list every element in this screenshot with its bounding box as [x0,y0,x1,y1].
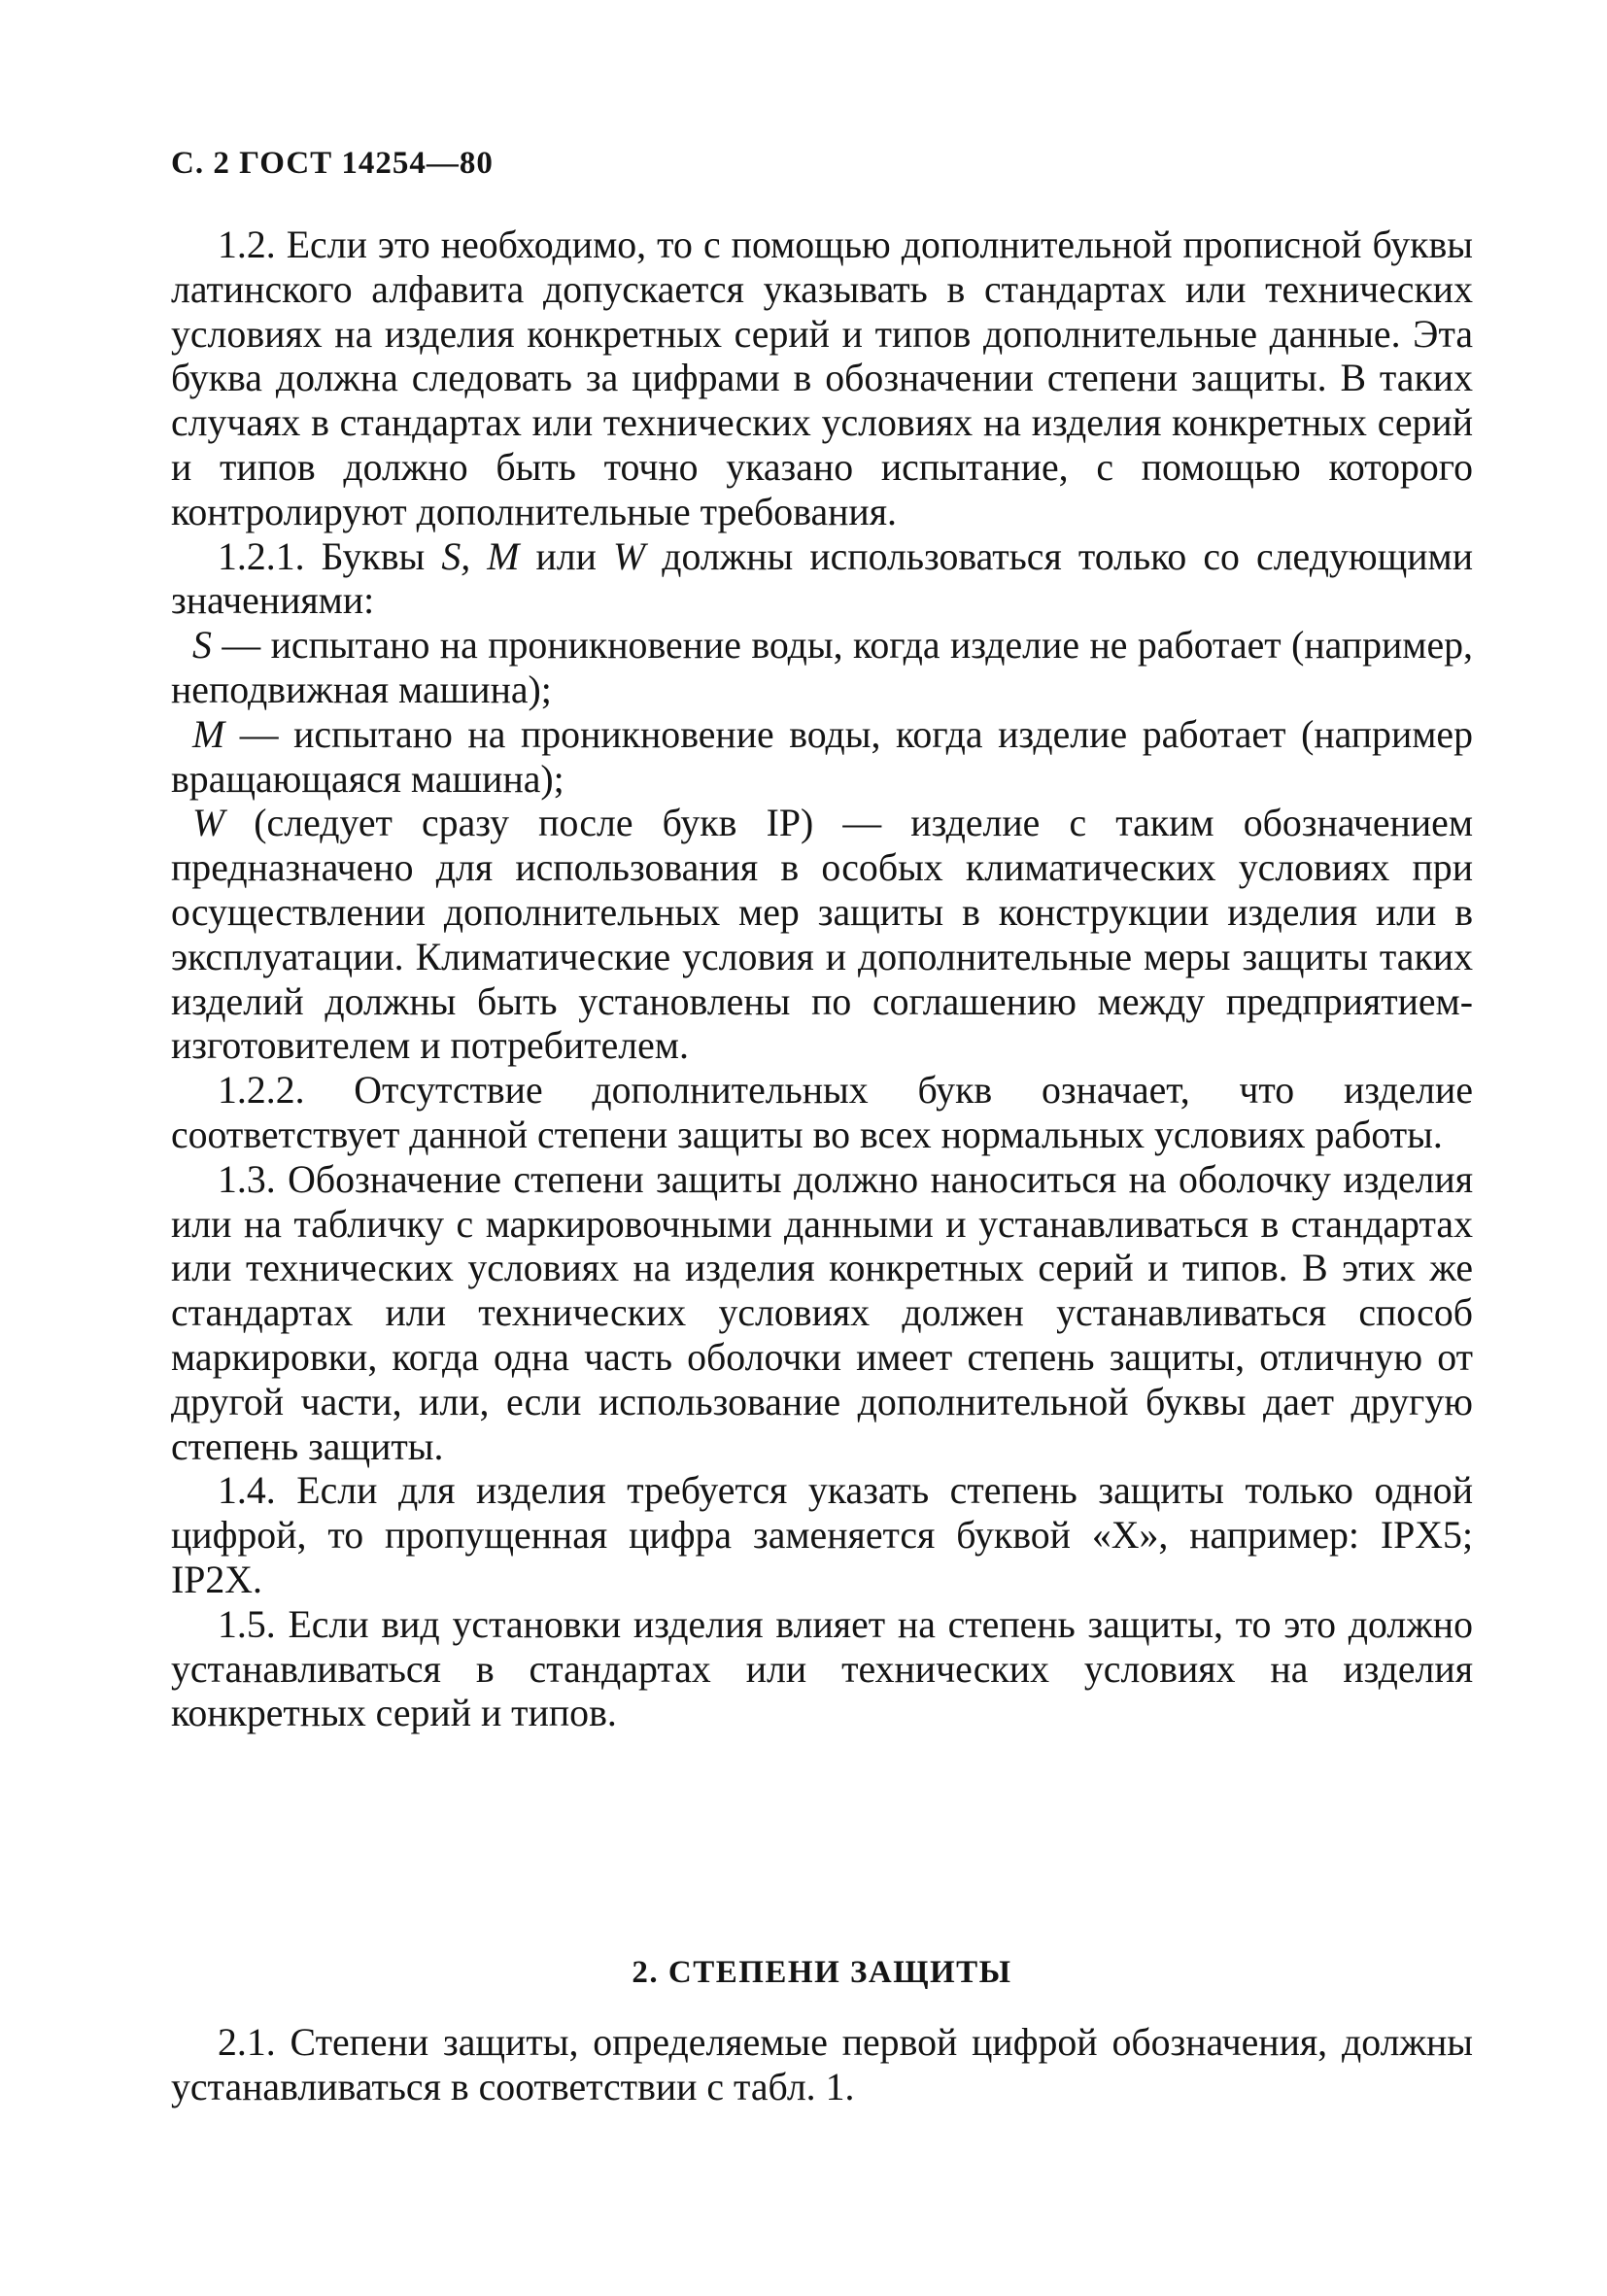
definition-s [171,624,1473,713]
paragraph-1-2: 1.2. Если это необходимо, то с помощью дополнительной прописной буквы латинского алфавита допускается указывать в стандартах или технических условиях на изделия конкретных серий и типов дополнительные данные. Эта буква должна следовать за цифрами в обозначении степени защиты. В таких случаях в стандартах или технических условиях на изделия конкретных серий и типов должно быть точно указано испытание, с помощью которого контролируют дополнительные требования. [171,223,1473,533]
definition-w-letter: W [192,802,225,845]
definition-s-text: — испытано на проникновение воды, когда изделие не работает (например, неподвижная машина); [171,624,1473,711]
definition-s-letter: S [192,624,212,668]
definition-w-text: (следует сразу после букв IP) — изделие с таким обозначением предназначено для использования в особых климатических условиях при осуществлении дополнительных мер защиты в конструкции изделия или в эксплуатации. Климатические условия и дополнительные меры защиты таких изделий должны быть установлены по соглашению между предприятием-изготовителем и потребителем. [171,802,1473,1068]
definition-m-letter: M [192,712,225,756]
paragraph-1-2-1-tail: должны использоваться только со следующими значениями: [171,534,1473,623]
paragraph-1-2-1 [171,535,1473,625]
definition-m-text: — испытано на проникновение воды, когда изделие работает (например вращающаяся машина); [171,712,1473,801]
letter-w: W [613,534,646,578]
definition-m [171,713,1473,803]
paragraph-1-2-2: 1.2.2. Отсутствие дополнительных букв означает, что изделие соответствует данной степени защиты во всех нормальных условиях работы. [171,1069,1473,1156]
paragraph-1-5: 1.5. Если вид установки изделия влияет на степень защиты, то это должно устанавливаться в стандартах или технических условиях на изделия конкретных серий и типов. [171,1602,1473,1735]
paragraph-1-4: 1.4. Если для изделия требуется указать степень защиты только одной цифрой, то пропущенная цифра заменяется буквой «X», например: IPX5; IP2X. [171,1469,1473,1601]
letters-s-m: S, M [441,534,520,578]
section-2-body [171,2021,1473,2110]
paragraph-2-1: 2.1. Степени защиты, определяемые первой цифрой обозначения, должны устанавливаться в соответствии с табл. 1. [171,2021,1473,2108]
definition-w [171,802,1473,1069]
paragraph-1-2-1-mid: или [519,534,614,578]
paragraph-1-2-1-lead: 1.2.1. Буквы [218,534,442,578]
section-2-heading: 2. СТЕПЕНИ ЗАЩИТЫ [632,1955,1012,1990]
running-head: С. 2 ГОСТ 14254—80 [171,146,494,181]
paragraph-1-3: 1.3. Обозначение степени защиты должно наноситься на оболочку изделия или на табличку с маркировочными данными и устанавливаться в стандартах или технических условиях на изделия конкретных серий и типов. В этих же стандартах или технических условиях должен устанавливаться способ маркировки, когда одна часть оболочки имеет степень защиты, отличную от другой части, или, если использование дополнительной буквы дает другую степень защиты. [171,1157,1473,1468]
section-1-body [171,223,1473,1736]
